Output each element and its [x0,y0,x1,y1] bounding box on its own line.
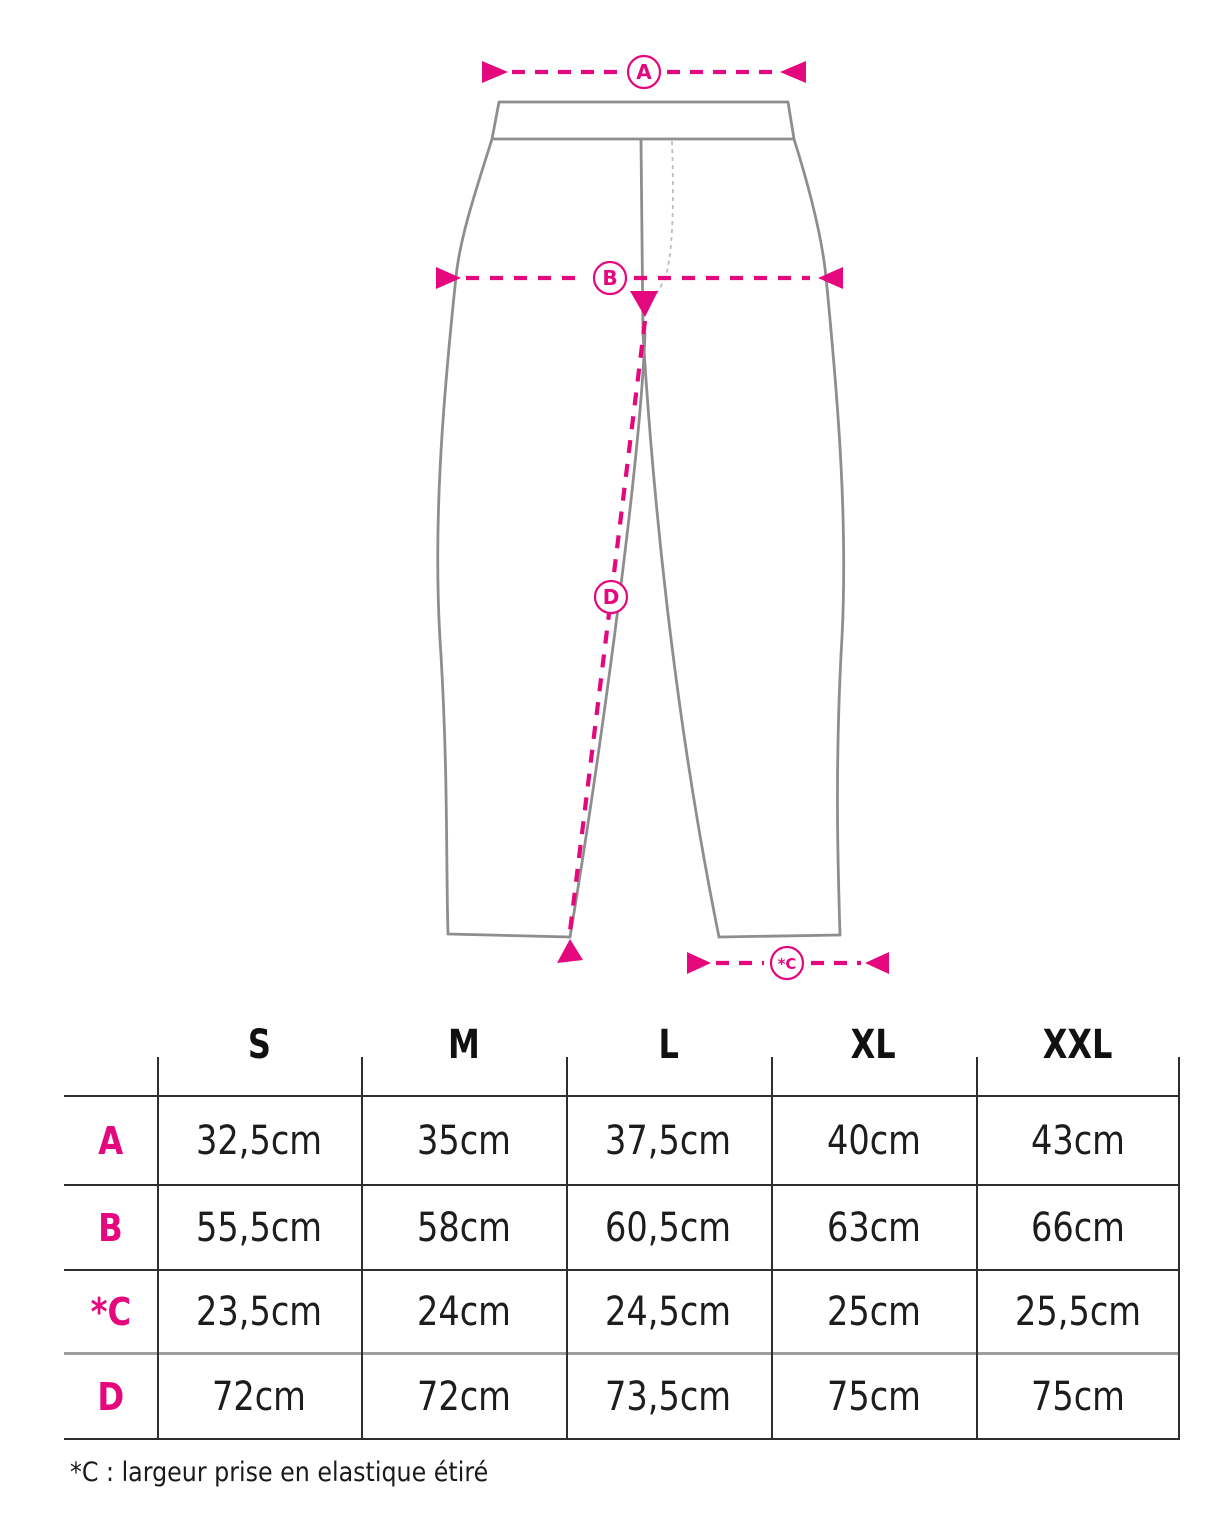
arrow-left-icon [780,61,806,83]
arrow-down-icon [630,291,658,317]
row-label-b: B [98,1205,123,1250]
table-cell: 25,5cm [1014,1289,1142,1335]
table-horizontal-line [64,1095,1180,1097]
row-label-d: D [97,1375,124,1419]
table-cell: 35cm [416,1117,511,1164]
right-hem [719,935,840,937]
table-cell: 37,5cm [605,1117,732,1164]
dash-line [570,321,645,931]
table-cell: 23,5cm [195,1289,323,1335]
table-vertical-line [771,1057,773,1440]
arrow-right-icon [687,952,711,974]
arrow-left-icon [818,267,843,289]
table-cell: 40cm [826,1117,921,1164]
size-table [64,1022,1180,1440]
table-vertical-line [976,1057,978,1440]
table-vertical-line [361,1057,363,1440]
label-b: B [602,266,618,290]
column-header-xl: XL [850,1022,897,1068]
table-cell: 24cm [416,1289,511,1335]
table-horizontal-line [64,1184,1180,1186]
dimension-c [687,947,889,979]
table-cell: 73,5cm [605,1374,732,1420]
table-vertical-line [566,1057,568,1440]
right-outer-seam [794,139,844,935]
table-cell: 32,5cm [195,1117,323,1164]
table-cell: 75cm [1031,1374,1125,1420]
table-horizontal-line [64,1438,1180,1440]
column-header-l: L [658,1022,679,1068]
column-header-s: S [247,1022,271,1068]
row-label-a: A [97,1118,123,1163]
column-header-m: M [447,1022,480,1068]
table-cell: 58cm [416,1204,511,1251]
table-cell: 66cm [1031,1204,1125,1251]
arrow-left-icon [865,952,889,974]
table-cell: 25cm [826,1289,921,1335]
row-label-c: *C [90,1290,131,1334]
arrow-right-icon [482,61,508,83]
right-inner-seam [643,334,719,937]
table-cell: 72cm [416,1374,511,1420]
label-a: A [636,60,652,84]
left-hem [448,934,570,937]
arrow-up-icon [557,939,583,963]
waistband [492,102,794,139]
left-outer-seam [438,139,492,934]
table-horizontal-line [64,1269,1180,1271]
table-cell: 75cm [826,1374,921,1420]
table-cell: 63cm [826,1204,921,1251]
pants-outline [438,102,844,937]
footnote [70,1455,545,1491]
table-cell: 55,5cm [195,1204,323,1251]
table-cell: 43cm [1031,1117,1125,1164]
table-cell: 24,5cm [605,1289,732,1335]
table-vertical-line [1178,1057,1180,1440]
table-vertical-line [157,1057,159,1440]
table-corner-cell [64,1028,157,1096]
table-cell: 60,5cm [605,1204,732,1251]
table-horizontal-line-gray [64,1352,1180,1355]
column-header-xxl: XXL [1043,1022,1113,1068]
label-c: *C [777,955,797,973]
footnote-text: *C : largeur prise en elastique étiré [70,1457,489,1488]
table-cell: 72cm [212,1374,306,1420]
dimension-b [436,262,843,294]
dimension-a [482,56,806,88]
label-d: D [602,585,620,609]
